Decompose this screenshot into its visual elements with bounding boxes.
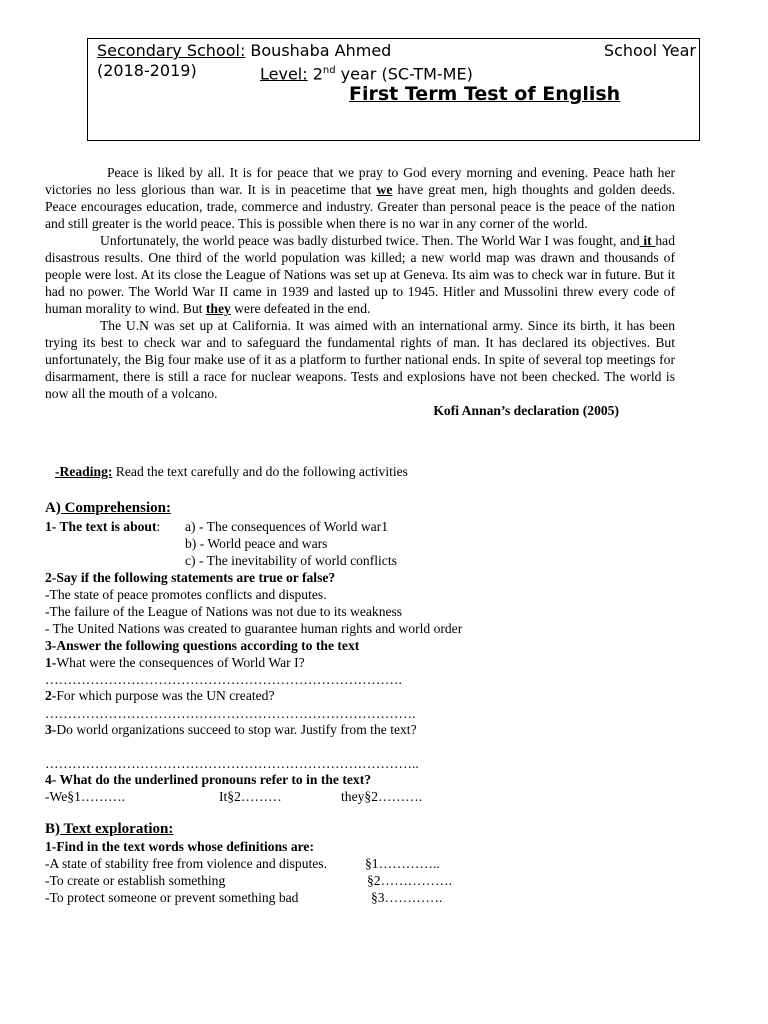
level-line bbox=[260, 61, 473, 84]
q1-option-a: a) - The consequences of World war1 bbox=[185, 519, 388, 534]
exploration-heading bbox=[45, 821, 173, 838]
comprehension-letter: A) bbox=[45, 500, 61, 516]
level-num: 2 bbox=[307, 64, 323, 84]
paragraph-2-c: were defeated in the end. bbox=[230, 301, 371, 316]
q1-line bbox=[45, 518, 160, 535]
definition-1-ref: §1………….. bbox=[365, 856, 440, 871]
paragraph-3: The U.N was set up at California. It was aimed with an international army. Since its birth, it has been trying its best to check war and to safeguard the fundamental rights of man. It has declared its objectives. But unfortunately, the Big four make use of it as a platform to further national ends. In spite of several top meetings for disarmament, there is still a race for nuclear weapons. Tests and explosions have not been checked. The world is now all the mouth of a volcano. bbox=[45, 318, 675, 401]
exploration-q1-heading: 1-Find in the text words whose definitions are: bbox=[45, 839, 314, 854]
q2-statement-3: - The United Nations was created to guarantee human rights and world order bbox=[45, 621, 463, 636]
q1-option-c: c) - The inevitability of world conflicts bbox=[185, 553, 397, 568]
header-box bbox=[87, 38, 700, 141]
reading-text: Read the text carefully and do the following activities bbox=[112, 464, 408, 479]
exploration-title: Text exploration: bbox=[60, 821, 174, 837]
school-year-label: School Year bbox=[603, 41, 696, 60]
q4-we: -We§1………. bbox=[45, 789, 126, 804]
pronoun-it: it bbox=[639, 233, 656, 248]
level-label: Level: bbox=[260, 64, 308, 84]
level-sup: nd bbox=[322, 65, 336, 76]
level-rest: year (SC-TM-ME) bbox=[335, 64, 473, 84]
definition-1: -A state of stability free from violence and disputes. bbox=[45, 856, 327, 871]
definition-2: -To create or establish something bbox=[45, 873, 226, 888]
school-label: Secondary School: bbox=[97, 41, 246, 60]
paragraph-1-text: Peace is liked by all. It is for peace that we pray to God every morning and evening. Peace hath her victories no less glorious than war. It is in peacetime that bbox=[45, 165, 675, 197]
comprehension-heading bbox=[45, 500, 171, 517]
q3-2 bbox=[45, 687, 275, 704]
school-line bbox=[97, 41, 391, 61]
q3-2-text: For which purpose was the UN created? bbox=[56, 688, 275, 703]
q3-2-num: 2- bbox=[45, 688, 57, 703]
q3-1-text: What were the consequences of World War I? bbox=[56, 655, 305, 670]
q3-2-answer-line: ………………………………………………………………………. bbox=[45, 706, 416, 721]
q4-heading: 4- What do the underlined pronouns refer to in the text? bbox=[45, 772, 372, 787]
page-title: First Term Test of English bbox=[349, 83, 621, 105]
paragraph-2 bbox=[45, 232, 675, 317]
q3-1 bbox=[45, 654, 305, 671]
q3-3-text: Do world organizations succeed to stop war. Justify from the text? bbox=[56, 722, 417, 737]
q3-1-num: 1- bbox=[45, 655, 57, 670]
exploration-letter: B) bbox=[45, 821, 60, 837]
comprehension-title: Comprehension: bbox=[60, 500, 171, 516]
reading-passage bbox=[45, 164, 675, 419]
definition-3-ref: §3…………. bbox=[371, 890, 443, 905]
paragraph-2-a: Unfortunately, the world peace was badly disturbed twice. Then. The World War I was fought, and bbox=[100, 233, 640, 248]
text-signature: Kofi Annan’s declaration (2005) bbox=[433, 403, 619, 418]
q3-heading: 3-Answer the following questions according to the text bbox=[45, 638, 360, 653]
q4-they: they§2………. bbox=[341, 789, 423, 804]
definition-3: -To protect someone or prevent something bad bbox=[45, 890, 299, 905]
definition-2-ref: §2……………. bbox=[367, 873, 452, 888]
year-range: (2018-2019) bbox=[97, 61, 197, 80]
q1-label: 1- The text is about bbox=[45, 519, 157, 534]
paragraph-1 bbox=[45, 164, 675, 232]
paragraph-1-rest: have great men, high thoughts and golden deeds. Peace encourages education, trade, commerce and industry. Greater than personal peace is the peace of the nation and still greater is the world peace. This is possible when there is no war in any corner of the world. bbox=[45, 182, 675, 231]
q3-3-num: 3- bbox=[45, 722, 57, 737]
q3-3-answer-line: ……………………………………………………………………….. bbox=[45, 756, 419, 771]
reading-label: -Reading: bbox=[55, 464, 113, 479]
q2-heading: 2-Say if the following statements are true or false? bbox=[45, 570, 336, 585]
q2-statement-1: -The state of peace promotes conflicts and disputes. bbox=[45, 587, 327, 602]
pronoun-we: we bbox=[376, 182, 393, 197]
q4-it: It§2……… bbox=[219, 789, 282, 804]
school-name: Boushaba Ahmed bbox=[245, 41, 392, 60]
paragraph-2-b: had disastrous results. One third of the world population was killed; a new world map was drawn and thousands of people were lost. At its close the League of Nations was set up at Geneva. Its aim was to check war in future. But it had no power. The World War II came in 1939 and lasted up to 1945. Hitler and Mussolini threw every code of human morality to wind. But bbox=[45, 233, 676, 316]
q1-colon: : bbox=[156, 519, 161, 534]
q1-option-b: b) - World peace and wars bbox=[185, 536, 328, 551]
reading-instruction bbox=[55, 463, 408, 480]
q2-statement-2: -The failure of the League of Nations was not due to its weakness bbox=[45, 604, 403, 619]
pronoun-they: they bbox=[205, 301, 231, 316]
q3-3 bbox=[45, 721, 417, 738]
q3-1-answer-line: ……………………………………………………………………. bbox=[45, 672, 402, 687]
